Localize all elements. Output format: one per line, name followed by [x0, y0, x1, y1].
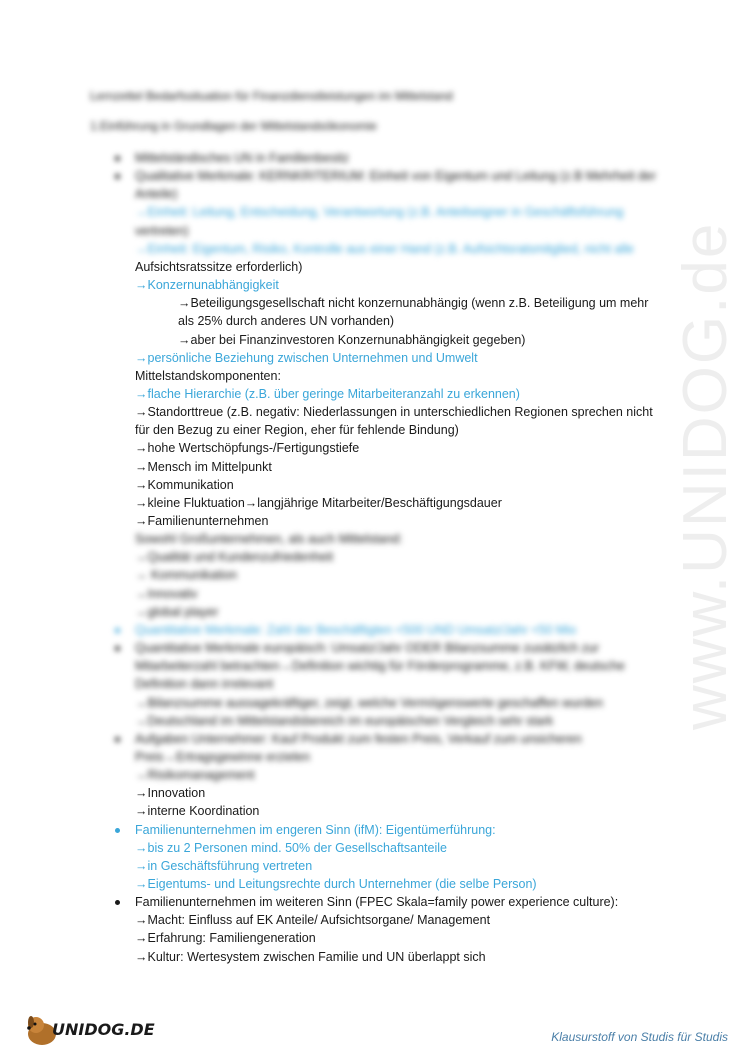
text-line: →Einheit: Eigentum, Risiko, Kontrolle aus einer Hand (z.B. Aufsichtsratsmitglied, nicht alle: [135, 241, 634, 256]
document-title: Lernzettel Bedarfssituation für Finanzdienstleistungen im Mittelstand: [90, 89, 453, 103]
text-line: Quantitative Merkmale: Zahl der Beschäftigten <500 UND Umsatz/Jahr <50 Mio: [135, 622, 577, 637]
bullet-marker: [115, 900, 120, 905]
text-line: →Mensch im Mittelpunkt: [135, 459, 272, 474]
text-line: →Standorttreue (z.B. negativ: Niederlassungen in unterschiedlichen Regionen sprechen nicht: [135, 405, 653, 420]
bullet-marker: [115, 828, 120, 833]
text-line: als 25% durch anderes UN vorhanden): [178, 314, 395, 329]
text-line: →persönliche Beziehung zwischen Unternehmen und Umwelt: [135, 350, 478, 365]
text-line: Anteile): [135, 187, 178, 202]
text-line: Mittelständisches UN in Familienbesitz: [135, 151, 349, 165]
text-line: →Einheit: Leitung, Entscheidung, Verantwortung (z.B. Anteilseigner in Geschäftsführung: [135, 205, 624, 220]
text-line: →Deutschland im Mittelstandsbereich im europäischen Vergleich sehr stark: [135, 713, 554, 728]
bullet-marker: [115, 174, 120, 179]
text-line: Qualitative Merkmale: KERNKRITERIUM: Einheit von Eigentum und Leitung (z.B Mehrheit der: [135, 169, 657, 184]
text-line: →Beteiligungsgesellschaft nicht konzernunabhängig (wenn z.B. Beteiligung um mehr: [178, 296, 649, 311]
bullet-marker: [115, 646, 120, 651]
text-line: Familienunternehmen im weiteren Sinn (FPEC Skala=family power experience culture):: [135, 895, 619, 910]
text-line: →Kommunikation: [135, 477, 234, 492]
text-line: Sowohl Großunternehmen, als auch Mittelstand:: [135, 532, 403, 547]
text-line: →Konzernunabhängigkeit: [135, 278, 279, 293]
text-line: Quantitative Merkmale europäisch: Umsatz/Jahr ODER Bilanzsumme zusätzlich zur: [135, 641, 600, 656]
section-heading: 1.Einführung in Grundlagen der Mittelstandsökonomie: [90, 119, 377, 133]
text-line: →Macht: Einfluss auf EK Anteile/ Aufsichtsorgane/ Management: [135, 913, 491, 928]
text-line: →in Geschäftsführung vertreten: [135, 858, 313, 873]
text-line: →kleine Fluktuation→langjährige Mitarbeiter/Beschäftigungsdauer: [135, 495, 502, 510]
text-line: Preis→Ertragsgewinne erzielen: [135, 749, 311, 764]
text-line: →Innovation: [135, 786, 206, 801]
text-line: Definition dann irrelevant: [135, 677, 274, 692]
text-line: →global player: [135, 604, 219, 619]
text-line: →flache Hierarchie (z.B. über geringe Mitarbeiteranzahl zu erkennen): [135, 386, 520, 401]
text-line: →Qualität und Kundenzufriedenheit: [135, 550, 334, 565]
text-line: →hohe Wertschöpfungs-/Fertigungstiefe: [135, 441, 360, 456]
text-line: →bis zu 2 Personen mind. 50% der Gesellschaftsanteile: [135, 840, 447, 855]
text-line: für den Bezug zu einer Region, eher für fehlende Bindung): [135, 423, 459, 438]
text-line: →Risikomanagement: [135, 768, 255, 783]
text-line: →Innovativ: [135, 586, 198, 601]
text-line: →Bilanzsumme aussagekräftiger, zeigt, welche Vermögenswerte geschaffen wurden: [135, 695, 604, 710]
text-line: Mittelstandskomponenten:: [135, 368, 281, 383]
text-line: →interne Koordination: [135, 804, 260, 819]
text-line: →Eigentums- und Leitungsrechte durch Unternehmer (die selbe Person): [135, 877, 537, 891]
text-line: Familienunternehmen im engeren Sinn (ifM): Eigentümerführung:: [135, 822, 496, 837]
text-line: Aufgaben Unternehmer: Kauf Produkt zum festen Preis, Verkauf zum unsicheren: [135, 731, 582, 746]
text-line: →aber bei Finanzinvestoren Konzernunabhängigkeit gegeben): [178, 332, 526, 347]
bullet-marker: [115, 156, 120, 161]
text-line: Mitarbeiterzahl betrachten→Definition wichtig für Förderprogramme, z.B. KFW, deutsche: [135, 659, 625, 674]
text-line: →Kultur: Wertesystem zwischen Familie und UN überlappt sich: [135, 949, 486, 964]
bullet-marker: [115, 628, 120, 633]
text-line: vertreten): [135, 223, 189, 238]
text-line: → Kommunikation: [135, 568, 238, 583]
watermark: www.UNIDOG.de: [671, 221, 740, 730]
text-line: →Erfahrung: Familiengeneration: [135, 931, 316, 946]
text-line: Aufsichtsratssitze erforderlich): [135, 259, 303, 274]
bullet-marker: [115, 737, 120, 742]
logo-text: UNIDOG.DE: [52, 1020, 155, 1039]
text-line: →Familienunternehmen: [135, 514, 269, 528]
footer-slogan: Klausurstoff von Studis für Studis: [551, 1030, 728, 1044]
